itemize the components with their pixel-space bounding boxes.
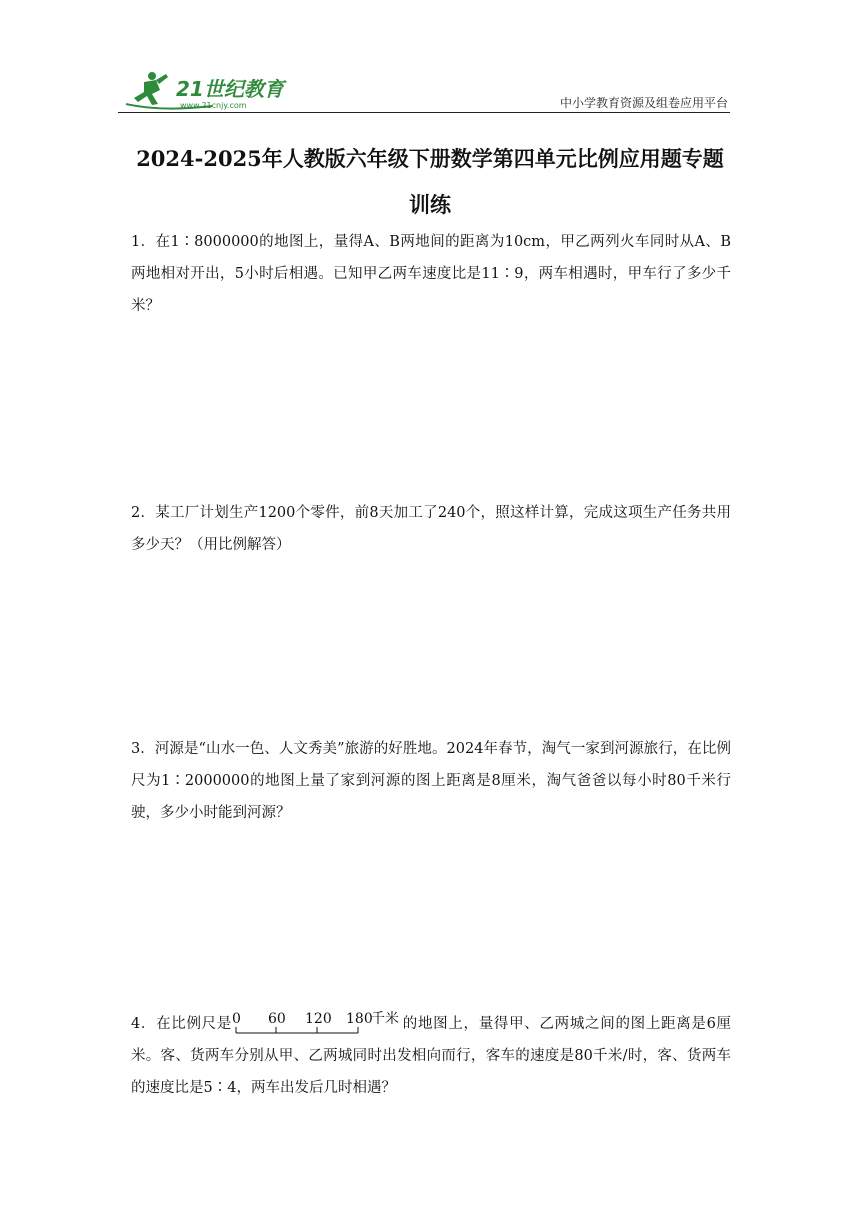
scale-bar	[232, 1011, 402, 1037]
scale-label-120: 120	[305, 1011, 332, 1027]
title-line-1: 2024-2025年人教版六年级下册数学第四单元比例应用题专题	[136, 146, 724, 171]
logo-text: 21世纪教育	[176, 77, 284, 101]
question-4	[131, 1008, 731, 1104]
page-header	[118, 64, 730, 116]
page-title	[120, 136, 740, 228]
question-2	[131, 497, 731, 561]
logo-21cnjy	[122, 68, 294, 112]
question-text-before: 在比例尺是	[156, 1016, 233, 1032]
logo-url: www.21cnjy.com	[180, 101, 247, 110]
question-number: 1．	[131, 234, 156, 250]
scale-label-0: 0	[232, 1011, 241, 1027]
question-text: 某工厂计划生产1200个零件，前8天加工了240个，照这样计算，完成这项生产任务共用多少天？（用比例解答）	[131, 505, 731, 553]
question-3	[131, 733, 731, 829]
header-divider	[118, 112, 730, 113]
scale-label-60: 60	[268, 1011, 286, 1027]
question-text-after: 的地图上，量得甲、乙两城之间的图上距离是6厘米。客、货两车分别从甲、乙两城同时出发相向而行，客车的速度是80千米/时，客、货两车的速度比是5∶4，两车出发后几时相遇？	[131, 1016, 731, 1096]
platform-text: 中小学教育资源及组卷应用平台	[559, 96, 728, 110]
question-text: 河源是“山水一色、人文秀美”旅游的好胜地。2024年春节，淘气一家到河源旅行，在比例尺为1∶2000000的地图上量了家到河源的图上距离是8厘米，淘气爸爸以每小时80千米行驶，多少小时能到河源？	[131, 741, 731, 821]
question-number: 2．	[131, 505, 156, 521]
question-text: 在1∶8000000的地图上，量得A、B两地间的距离为10cm，甲乙两列火车同时从A、B两地相对开出，5小时后相遇。已知甲乙两车速度比是11∶9，两车相遇时，甲车行了多少千米？	[131, 234, 731, 314]
scale-unit: 千米	[371, 1011, 400, 1027]
scale-label-180: 180	[346, 1011, 373, 1027]
title-line-2: 训练	[409, 192, 451, 217]
question-1	[131, 226, 731, 322]
question-number: 4．	[131, 1016, 157, 1032]
question-number: 3．	[131, 741, 155, 757]
